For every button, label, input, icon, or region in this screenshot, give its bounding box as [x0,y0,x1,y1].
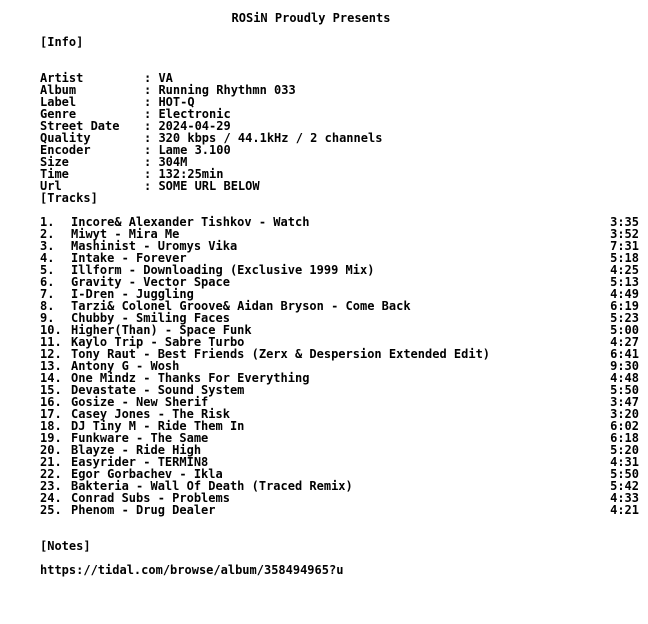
track-duration: 4:25 [610,263,639,277]
track-title: Gravity - Vector Space [71,275,230,289]
track-title: Kaylo Trip - Sabre Turbo [71,335,245,349]
info-row-url [40,168,640,193]
track-title: Egor Gorbachev - Ikla [71,467,223,481]
track-number: 7. [40,287,55,301]
track-duration: 5:50 [610,467,639,481]
info-row-encoder [40,132,640,157]
info-key: Label [40,95,77,109]
track-number: 15. [40,383,62,397]
info-value: : 320 kbps / 44.1kHz / 2 channels [144,131,383,145]
track-duration: 7:31 [610,239,639,253]
track-duration: 3:52 [610,227,639,241]
info-value: : 2024-04-29 [144,119,231,133]
track-title: Mashinist - Uromys Vika [71,239,238,253]
tracks-heading: [Tracks] [40,191,98,205]
track-number: 2. [40,227,55,241]
track-duration: 4:31 [610,455,639,469]
info-value: : Lame 3.100 [144,143,231,157]
track-title: Bakteria - Wall Of Death (Traced Remix) [71,479,353,493]
track-number: 1. [40,215,55,229]
track-duration: 6:41 [610,347,639,361]
track-title: DJ Tiny M - Ride Them In [71,419,245,433]
track-title: I-Dren - Juggling [71,287,194,301]
track-number: 8. [40,299,55,313]
track-number: 9. [40,311,55,325]
track-duration: 6:18 [610,431,639,445]
track-number: 23. [40,479,62,493]
info-value: : Electronic [144,107,231,121]
info-value: : Running Rhythmn 033 [144,83,296,97]
track-title: Easyrider - TERMIN8 [71,455,209,469]
track-number: 5. [40,263,55,277]
info-key: Encoder [40,143,91,157]
track-number: 24. [40,491,62,505]
track-number: 10. [40,323,62,337]
info-value: : HOT-Q [144,95,195,109]
track-title: One Mindz - Thanks For Everything [71,371,310,385]
track-title: Tarzi& Colonel Groove& Aidan Bryson - Come Back [71,299,411,313]
track-title: Miwyt - Mira Me [71,227,180,241]
track-duration: 5:00 [610,323,639,337]
info-key: Artist [40,71,84,85]
track-title: Blayze - Ride High [71,443,202,457]
info-value: : 304M [144,155,188,169]
info-key: Genre [40,107,77,121]
track-title: Antony G - Wosh [71,359,180,373]
track-duration: 4:27 [610,335,639,349]
track-number: 22. [40,467,62,481]
track-title: Higher(Than) - Space Funk [71,323,252,337]
track-number: 20. [40,443,62,457]
track-duration: 3:35 [610,215,639,229]
track-duration: 5:13 [610,275,639,289]
notes-url: https://tidal.com/browse/album/358494965?u [40,563,344,577]
info-key: Street Date [40,119,120,133]
info-row-time [40,156,640,181]
track-duration: 5:18 [610,251,639,265]
info-key: Size [40,155,69,169]
track-number: 6. [40,275,55,289]
track-number: 16. [40,395,62,409]
info-heading: [Info] [40,35,84,49]
track-title: Chubby - Smiling Faces [71,311,230,325]
track-duration: 6:19 [610,299,639,313]
track-duration: 3:47 [610,395,639,409]
track-duration: 4:21 [610,503,639,517]
track-number: 17. [40,407,62,421]
track-title: Phenom - Drug Dealer [71,503,216,517]
page-title: ROSiN Proudly Presents [231,11,391,25]
track-duration: 4:49 [610,287,639,301]
info-row-genre [40,96,640,121]
info-row-artist [40,60,640,85]
track-number: 21. [40,455,62,469]
track-title: Funkware - The Same [71,431,209,445]
track-number: 11. [40,335,62,349]
track-number: 3. [40,239,55,253]
info-key: Time [40,167,69,181]
track-title: Illform - Downloading (Exclusive 1999 Mix) [71,263,375,277]
track-title: Incore& Alexander Tishkov - Watch [71,215,310,229]
track-title: Casey Jones - The Risk [71,407,230,421]
track-number: 18. [40,419,62,433]
info-value: : VA [144,71,173,85]
track-duration: 5:50 [610,383,639,397]
track-title: Tony Raut - Best Friends (Zerx & Despersion Extended Edit) [71,347,491,361]
info-row-quality [40,120,640,145]
track-number: 4. [40,251,55,265]
info-row-label [40,84,640,109]
track-number: 14. [40,371,62,385]
track-duration: 9:30 [610,359,639,373]
track-number: 13. [40,359,62,373]
track-title: Conrad Subs - Problems [71,491,230,505]
info-value: : SOME URL BELOW [144,179,260,193]
track-number: 25. [40,503,62,517]
track-title: Intake - Forever [71,251,187,265]
track-duration: 5:20 [610,443,639,457]
notes-heading: [Notes] [40,539,91,553]
info-row-album [40,72,640,97]
track-duration: 4:48 [610,371,639,385]
info-value: : 132:25min [144,167,224,181]
track-number: 19. [40,431,62,445]
info-row-street-date [40,108,640,133]
track-title: Gosize - New Sherif [71,395,209,409]
info-key: Quality [40,131,91,145]
track-duration: 6:02 [610,419,639,433]
track-duration: 5:23 [610,311,639,325]
track-duration: 5:42 [610,479,639,493]
track-number: 12. [40,347,62,361]
info-row-size [40,144,640,169]
info-key: Url [40,179,62,193]
info-key: Album [40,83,77,97]
track-title: Devastate - Sound System [71,383,245,397]
track-duration: 3:20 [610,407,639,421]
track-duration: 4:33 [610,491,639,505]
track-row [40,504,640,516]
